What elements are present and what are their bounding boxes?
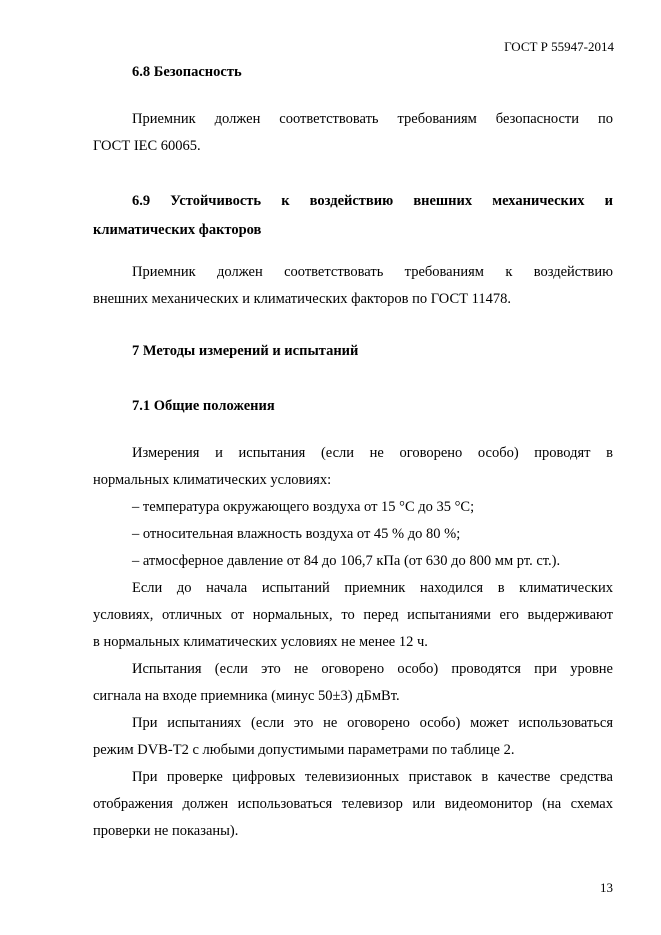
paragraph-line: внешних механических и климатических факторов по ГОСТ 11478.: [93, 291, 511, 307]
paragraph-line: условиях, отличных от нормальных, то перед испытаниями его выдерживают: [93, 607, 613, 623]
section-7-1-body: [93, 440, 613, 845]
document-code-header: ГОСТ Р 55947-2014: [504, 39, 614, 54]
paragraph-line: нормальных климатических условиях:: [93, 472, 332, 488]
section-6-8-title: 6.8 Безопасность: [132, 64, 242, 80]
heading-line: климатических факторов: [93, 222, 262, 238]
paragraph-line: режим DVB-T2 с любыми допустимыми параметрами по таблице 2.: [93, 742, 515, 758]
paragraph-line: Испытания (если это не оговорено особо) проводятся при уровне: [132, 661, 613, 677]
list-item: – температура окружающего воздуха от 15 °С до 35 °С;: [132, 499, 475, 515]
paragraph-line: Приемник должен соответствовать требованиям к воздействию: [132, 264, 613, 280]
heading-line: 6.9 Устойчивость к воздействию внешних механических и: [132, 193, 613, 209]
section-6-9-paragraph: [93, 259, 613, 313]
paragraph-line: Если до начала испытаний приемник находился в климатических: [132, 580, 613, 596]
list-item: – относительная влажность воздуха от 45 % до 80 %;: [132, 526, 461, 542]
paragraph-line: отображения должен использоваться телевизор или видеомонитор (на схемах: [93, 796, 613, 812]
list-item: – атмосферное давление от 84 до 106,7 кПа (от 630 до 800 мм рт. ст.).: [132, 553, 561, 569]
paragraph-line: При проверке цифровых телевизионных приставок в качестве средства: [132, 769, 613, 785]
paragraph-line: При испытаниях (если это не оговорено особо) может использоваться: [132, 715, 613, 731]
paragraph-line: Измерения и испытания (если не оговорено особо) проводят в: [132, 445, 613, 461]
section-6-9-title: [93, 187, 613, 245]
paragraph-line: ГОСТ IEC 60065.: [93, 138, 201, 154]
section-7-1-title: 7.1 Общие положения: [132, 398, 275, 414]
section-6-8-paragraph: [93, 106, 613, 160]
paragraph-line: проверки не показаны).: [93, 823, 239, 839]
section-7-title: 7 Методы измерений и испытаний: [132, 343, 359, 359]
paragraph-line: в нормальных климатических условиях не менее 12 ч.: [93, 634, 428, 650]
paragraph-line: Приемник должен соответствовать требованиям безопасности по: [132, 111, 613, 127]
paragraph-line: сигнала на входе приемника (минус 50±3) дБмВт.: [93, 688, 400, 704]
page-number: 13: [600, 880, 613, 895]
